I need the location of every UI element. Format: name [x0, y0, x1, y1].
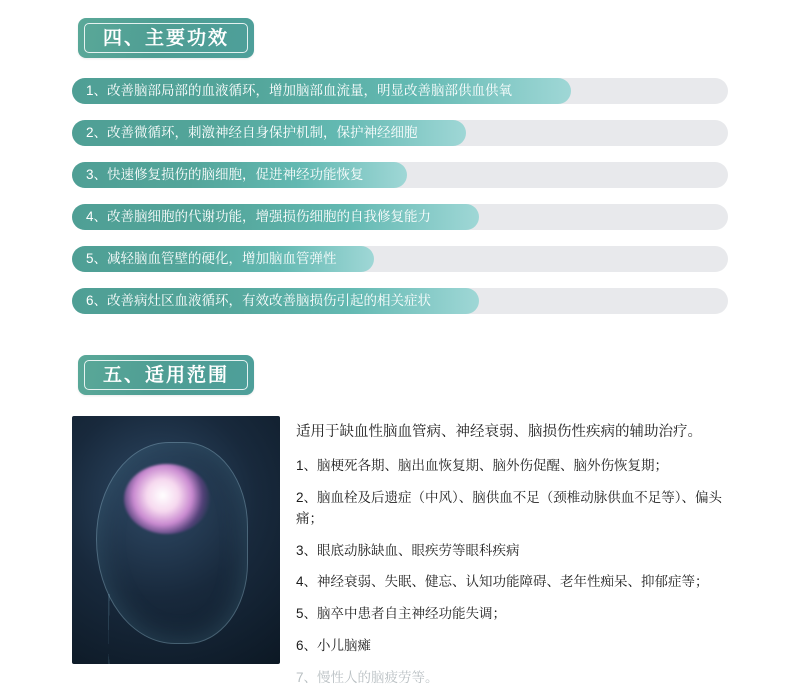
scope-item-4: 4、神经衰弱、失眠、健忘、认知功能障碍、老年性痴呆、抑郁症等；: [296, 574, 709, 590]
bar-label: 3、快速修复损伤的脑细胞，促进神经功能恢复: [86, 167, 364, 183]
bar-label: 4、改善脑细胞的代谢功能，增强损伤细胞的自我修复能力: [86, 209, 432, 225]
efficacy-bar-row: [72, 78, 728, 104]
scope-item-2: 2、脑血栓及后遗症（中风）、脑供血不足（颈椎动脉供血不足等）、偏头痛；: [296, 489, 723, 526]
bar-fill-4: [72, 204, 479, 230]
scope-item-7: 7、慢性人的脑疲劳等。: [296, 670, 439, 686]
efficacy-bar-row: [72, 204, 728, 230]
section-header-efficacy: [78, 18, 254, 58]
section-title-efficacy: 四、主要功效: [102, 27, 229, 49]
bar-label: 5、减轻脑血管壁的硬化，增加脑血管弹性: [86, 251, 337, 267]
efficacy-bar-row: [72, 246, 728, 272]
bar-label: 2、改善微循环，刺激神经自身保护机制，保护神经细胞: [86, 125, 418, 141]
scope-item-1: 1、脑梗死各期、脑出血恢复期、脑外伤促醒、脑外伤恢复期；: [296, 457, 669, 473]
scope-item-3: 3、眼底动脉缺血、眼疾劳等眼科疾病: [296, 542, 520, 558]
efficacy-bar-row: [72, 288, 728, 314]
neck-lines: [108, 594, 228, 664]
efficacy-bar-row: [72, 120, 728, 146]
bar-fill-2: [72, 120, 466, 146]
brain-head-illustration: [72, 416, 280, 664]
efficacy-bar-list: [72, 78, 728, 330]
efficacy-bar-row: [72, 162, 728, 188]
bar-label: 1、改善脑部局部的血液循环，增加脑部血流量，明显改善脑部供血供氧: [86, 83, 513, 99]
bar-label: 6、改善病灶区血液循环，有效改善脑损伤引起的相关症状: [86, 293, 432, 309]
brain-glow: [124, 464, 210, 534]
scope-item-6: 6、小儿脑瘫: [296, 638, 372, 654]
bar-fill-1: [72, 78, 571, 104]
section-title-scope: 五、适用范围: [102, 364, 229, 386]
bar-fill-3: [72, 162, 407, 188]
bar-fill-5: [72, 246, 374, 272]
scope-text: [296, 422, 728, 700]
bar-fill-6: [72, 288, 479, 314]
section-header-scope: [78, 355, 254, 395]
scope-lead: 适用于缺血性脑血管病、神经衰弱、脑损伤性疾病的辅助治疗。: [296, 424, 702, 440]
scope-item-5: 5、脑卒中患者自主神经功能失调；: [296, 606, 507, 622]
